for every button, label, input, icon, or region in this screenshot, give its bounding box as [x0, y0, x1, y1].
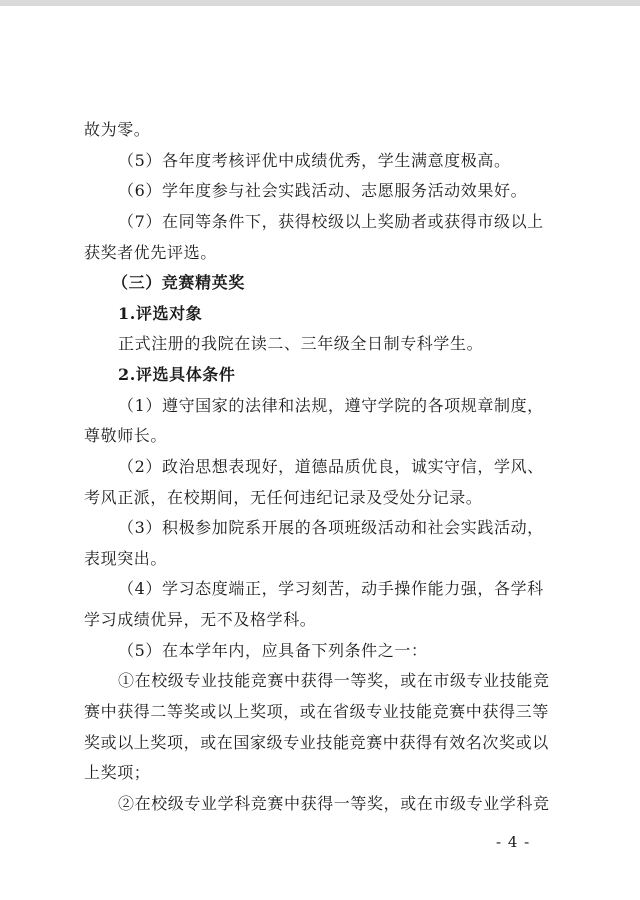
- text-line: （2）政治思想表现好，道德品质优良，诚实守信，学风、: [118, 457, 544, 476]
- text-line: （4）学习态度端正，学习刻苦，动手操作能力强，各学科: [118, 579, 544, 598]
- text-line: 尊敬师长。: [84, 426, 168, 445]
- text-line: ①在校级专业技能竞赛中获得一等奖，或在市级专业技能竞: [118, 671, 550, 690]
- text-line: 故为零。: [84, 120, 151, 139]
- text-line: （7）在同等条件下，获得校级以上奖励者或获得市级以上: [118, 212, 544, 231]
- text-line: 正式注册的我院在读二、三年级全日制专科学生。: [118, 334, 484, 353]
- subsection-heading: 2.评选具体条件: [118, 365, 236, 384]
- section-heading: （三）竞赛精英奖: [112, 273, 245, 292]
- text-line: 学习成绩优异，无不及格学科。: [84, 610, 317, 629]
- subsection-heading: 1.评选对象: [118, 304, 203, 323]
- text-line: （5）在本学年内，应具备下列条件之一：: [118, 641, 428, 660]
- text-line: （3）积极参加院系开展的各项班级活动和社会实践活动，: [118, 518, 544, 537]
- text-line: （5）各年度考核评优中成绩优秀，学生满意度极高。: [118, 151, 511, 170]
- page-number: - 4 -: [496, 833, 531, 851]
- text-line: 上奖项；: [84, 763, 151, 782]
- text-line: ②在校级专业学科竞赛中获得一等奖，或在市级专业学科竞: [118, 794, 550, 813]
- text-line: 奖或以上奖项，或在国家级专业技能竞赛中获得有效名次奖或以: [84, 733, 549, 752]
- text-line: 赛中获得二等奖或以上奖项，或在省级专业技能竞赛中获得三等: [84, 702, 549, 721]
- text-line: 获奖者优先评选。: [84, 243, 217, 262]
- text-line: 考风正派，在校期间，无任何违纪记录及受处分记录。: [84, 488, 483, 507]
- top-edge-bar: [0, 0, 640, 6]
- text-line: （1）遵守国家的法律和法规，遵守学院的各项规章制度，: [118, 396, 544, 415]
- text-line: （6）学年度参与社会实践活动、志愿服务活动效果好。: [118, 181, 528, 200]
- text-line: 表现突出。: [84, 549, 168, 568]
